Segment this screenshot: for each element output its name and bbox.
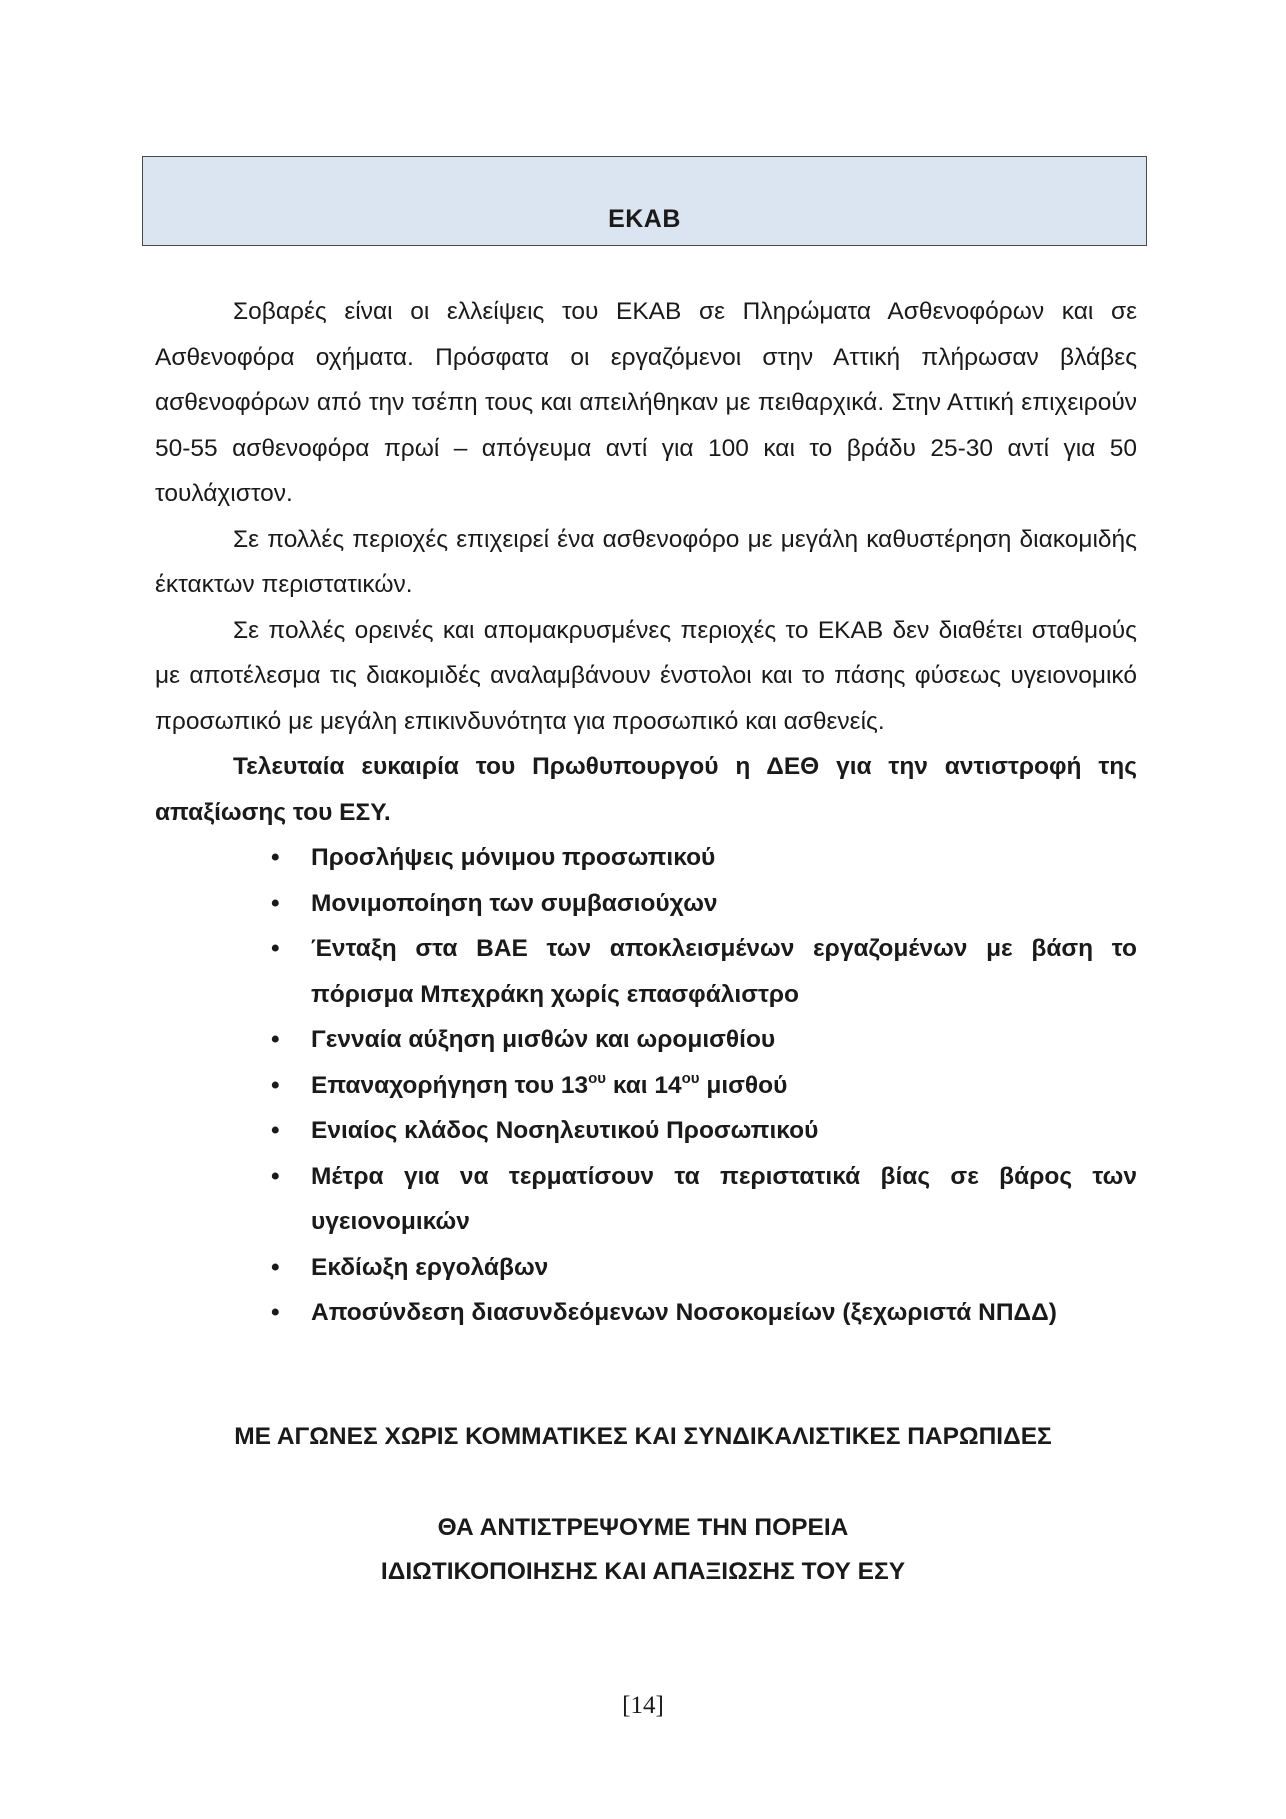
ordinal-suffix: ου [588, 1069, 607, 1087]
section-title: ΕΚΑΒ [608, 205, 681, 233]
paragraph-remote-areas: Σε πολλές ορεινές και απομακρυσμένες περιοχές το ΕΚΑΒ δεν διαθέτει σταθμούς με αποτέλεσμα τις διακομιδές αναλαμβάνουν ένστολοι και το πάσης φύσεως υγειονομικό προσωπικό με μεγάλη επικινδυνότητα για προσωπικό και ασθενείς. [155, 616, 1137, 735]
list-item-text: Ένταξη στα ΒΑΕ των αποκλεισμένων εργαζομένων με βάση το πόρισμα Μπεχράκη χωρίς επασφάλιστρο [311, 935, 1137, 1008]
list-item-text-part: και 14 [606, 1071, 682, 1099]
list-item [271, 1108, 1137, 1154]
closing-slogan-line-1: ΜΕ ΑΓΩΝΕΣ ΧΩΡΙΣ ΚΟΜΜΑΤΙΚΕΣ ΚΑΙ ΣΥΝΔΙΚΑΛΙΣΤΙΚΕΣ ΠΑΡΩΠΙΔΕΣ [234, 1423, 1052, 1450]
bullet-icon: • [271, 1026, 280, 1053]
bullet-icon: • [271, 1253, 280, 1281]
list-item-text: Ενιαίος κλάδος Νοσηλευτικού Προσωπικού [311, 1117, 819, 1144]
section-heading-box [142, 156, 1147, 246]
closing-slogan-line-3: ΙΔΙΩΤΙΚΟΠΟΙΗΣΗΣ ΚΑΙ ΑΠΑΞΙΩΣΗΣ ΤΟΥ ΕΣΥ [380, 1558, 906, 1585]
list-item-text: Προσλήψεις μόνιμου προσωπικού [311, 844, 716, 871]
paragraph-single-ambulance: Σε πολλές περιοχές επιχειρεί ένα ασθενοφόρο με μεγάλη καθυστέρηση διακομιδής έκτακτων περιστατικών. [155, 525, 1137, 598]
bullet-icon: • [271, 1162, 280, 1190]
list-item-text: Αποσύνδεση διασυνδεόμενων Νοσοκομείων (ξεχωριστά ΝΠΔΔ) [311, 1299, 1057, 1326]
list-item [271, 926, 1137, 1017]
body-text [155, 289, 1137, 1336]
page-number: [14] [622, 1692, 664, 1719]
list-item [271, 1290, 1137, 1336]
ordinal-suffix: ου [681, 1069, 700, 1087]
bullet-icon: • [271, 1071, 280, 1099]
list-item-text-part: Επαναχορήγηση του 13 [311, 1071, 589, 1099]
list-item-text-part: μισθού [699, 1071, 788, 1099]
bullet-icon: • [271, 935, 280, 962]
bullet-icon: • [271, 1117, 280, 1144]
paragraph-call-to-action: Τελευταία ευκαιρία του Πρωθυπουργού η ΔΕΘ για την αντιστροφή της απαξίωσης του ΕΣΥ. [155, 753, 1137, 826]
list-item [271, 1063, 1137, 1109]
list-item [271, 881, 1137, 927]
list-item [271, 1245, 1137, 1291]
closing-slogan-line-2: ΘΑ ΑΝΤΙΣΤΡΕΨΟΥΜΕ ΤΗΝ ΠΟΡΕΙΑ [437, 1514, 849, 1541]
bullet-icon: • [271, 844, 280, 871]
list-item-text: Γενναία αύξηση μισθών και ωρομισθίου [311, 1026, 776, 1053]
paragraph-ekab-shortages: Σοβαρές είναι οι ελλείψεις του ΕΚΑΒ σε Πληρώματα Ασθενοφόρων και σε Ασθενοφόρα οχήματα. Πρόσφατα οι εργαζόμενοι στην Αττική πλήρωσαν βλάβες ασθενοφόρων από την τσέπη τους και απειλήθηκαν με πειθαρχικά. Στην Αττική επιχειρούν 50-55 ασθενοφόρα πρωί – απόγευμα αντί για 100 και το βράδυ 25-30 αντί για 50 τουλάχιστον. [155, 298, 1137, 507]
list-item-text: Εκδίωξη εργολάβων [311, 1253, 549, 1281]
list-item-text: Μονιμοποίηση των συμβασιούχων [311, 889, 718, 917]
list-item-text [311, 1069, 788, 1099]
list-item [271, 835, 1137, 881]
bullet-icon: • [271, 889, 280, 917]
demands-list [155, 835, 1137, 1336]
bullet-icon: • [271, 1299, 280, 1326]
list-item [271, 1154, 1137, 1245]
list-item [271, 1017, 1137, 1063]
list-item-text: Μέτρα για να τερματίσουν τα περιστατικά βίας σε βάρος των υγειονομικών [311, 1162, 1137, 1235]
